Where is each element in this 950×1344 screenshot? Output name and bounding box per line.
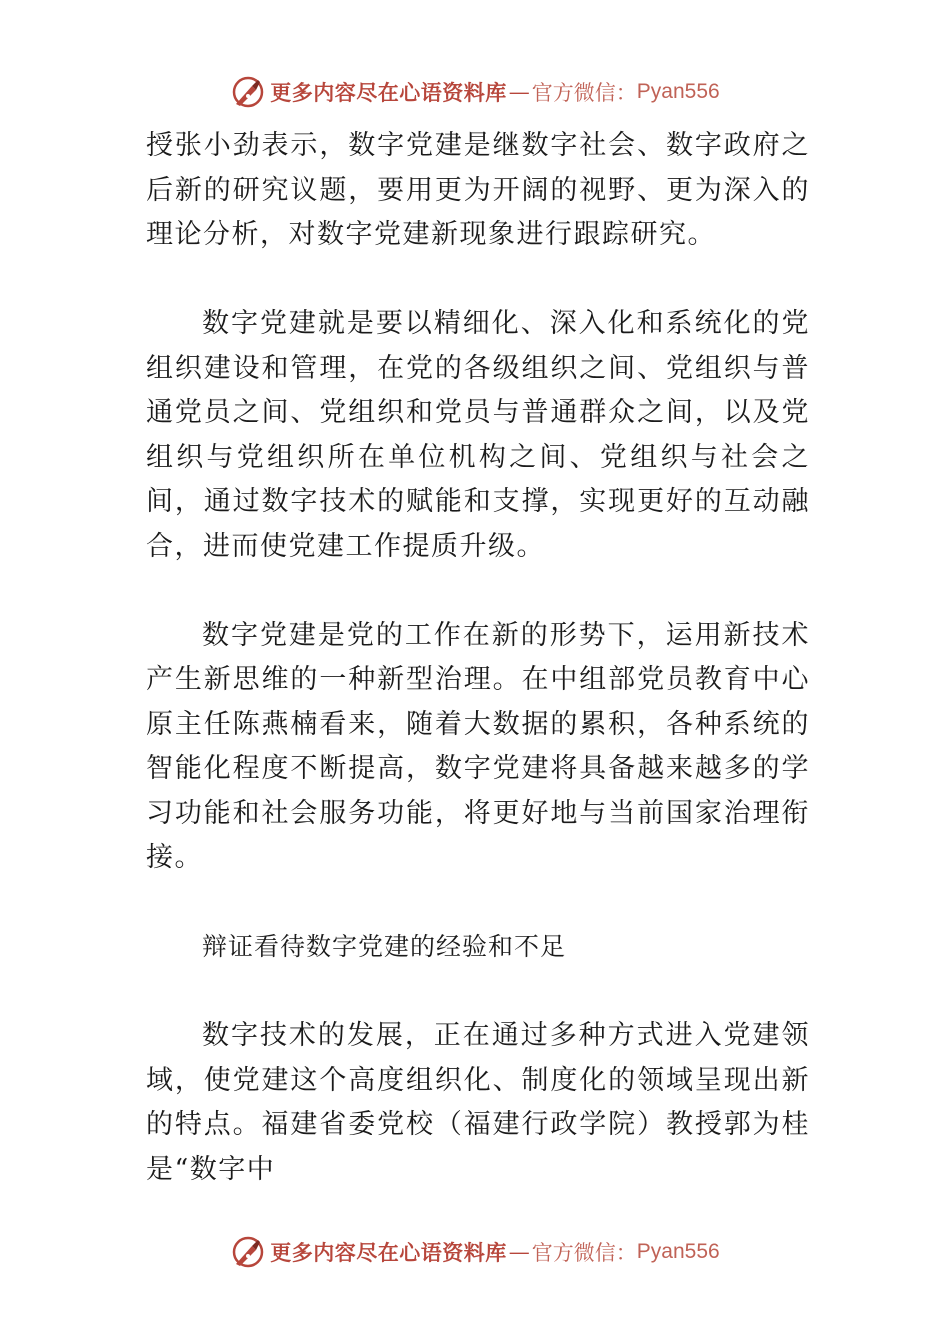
brand-name: 更多内容尽在心语资料库 bbox=[270, 1240, 507, 1265]
section-heading: 辩证看待数字党建的经验和不足 bbox=[202, 932, 567, 961]
document-body bbox=[146, 124, 810, 1192]
paragraph: 数字党建是党的工作在新的形势下，运用新技术产生新思维的一种新型治理。在中组部党员教育中心原主任陈燕楠看来，随着大数据的累积，各种系统的智能化程度不断提高，数字党建将具备越来越多的学习功能和社会服务功能，将更好地与当前国家治理衔接。 bbox=[146, 619, 810, 873]
footer-banner bbox=[0, 1232, 950, 1272]
brand-name: 更多内容尽在心语资料库 bbox=[270, 80, 507, 105]
separator-dash: — bbox=[508, 80, 530, 104]
paragraph: 数字技术的发展，正在通过多种方式进入党建领域，使党建这个高度组织化、制度化的领域呈现出新的特点。福建省委党校（福建行政学院）教授郭为桂是“数字中 bbox=[146, 1020, 810, 1185]
official-wechat-label: 官方微信： bbox=[531, 1241, 637, 1265]
wechat-id: Pyan556 bbox=[636, 1240, 720, 1263]
paragraph-continuation: 授张小劲表示，数字党建是继数字社会、数字政府之后新的研究议题，要用更为开阔的视野、更为深入的理论分析，对数字党建新现象进行跟踪研究。 bbox=[146, 130, 810, 250]
pen-nib-logo-icon bbox=[230, 1234, 266, 1270]
pen-nib-logo-icon bbox=[230, 74, 266, 110]
separator-dash: — bbox=[508, 1240, 530, 1264]
official-wechat-label: 官方微信： bbox=[531, 81, 637, 105]
paragraph: 数字党建就是要以精细化、深入化和系统化的党组织建设和管理，在党的各级组织之间、党组织与普通党员之间、党组织和党员与普通群众之间，以及党组织与党组织所在单位机构之间、党组织与社会之间，通过数字技术的赋能和支撑，实现更好的互动融合，进而使党建工作提质升级。 bbox=[146, 308, 810, 562]
header-banner bbox=[0, 72, 950, 112]
wechat-id: Pyan556 bbox=[636, 80, 720, 103]
